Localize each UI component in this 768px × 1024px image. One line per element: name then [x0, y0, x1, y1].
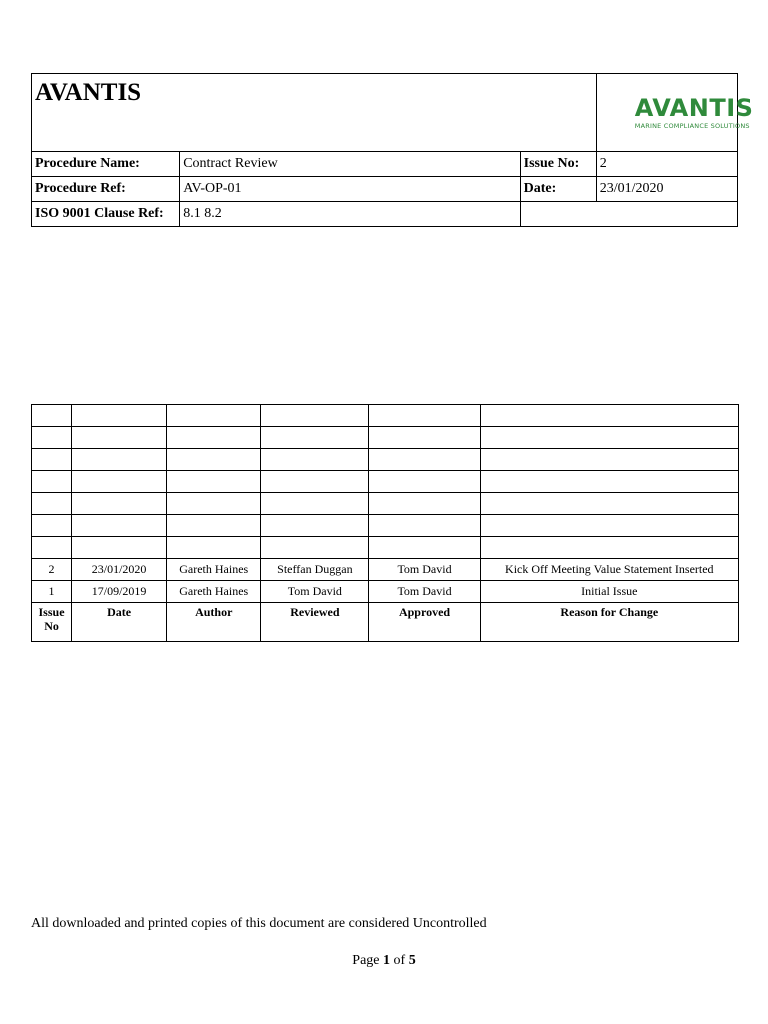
company-title-cell — [32, 74, 597, 152]
cell-reason: Kick Off Meeting Value Statement Inserted — [480, 559, 738, 581]
procedure-name-value: Contract Review — [180, 152, 520, 177]
page-number — [0, 953, 768, 969]
procedure-name-label: Procedure Name: — [32, 152, 180, 177]
cell-approved: Tom David — [369, 559, 480, 581]
table-row — [32, 537, 739, 559]
issue-no-label: Issue No: — [520, 152, 596, 177]
procedure-ref-value: AV-OP-01 — [180, 177, 520, 202]
table-row — [32, 559, 739, 581]
empty-cell — [520, 202, 737, 227]
header-approved: Approved — [369, 603, 480, 642]
table-row — [32, 581, 739, 603]
page-total: 5 — [408, 953, 416, 968]
page-of: of — [393, 953, 406, 968]
header-date: Date — [72, 603, 167, 642]
cell-issue: 2 — [32, 559, 72, 581]
company-name: AVANTIS — [35, 79, 142, 106]
table-row — [32, 449, 739, 471]
cell-reviewed: Steffan Duggan — [261, 559, 369, 581]
header-reason: Reason for Change — [480, 603, 738, 642]
table-header-row — [32, 603, 739, 642]
logo-cell — [596, 74, 754, 152]
table-row — [32, 515, 739, 537]
cell-author: Gareth Haines — [167, 581, 261, 603]
header-reviewed: Reviewed — [261, 603, 369, 642]
date-label: Date: — [520, 177, 596, 202]
cell-approved: Tom David — [369, 581, 480, 603]
table-row — [32, 471, 739, 493]
logo-tagline: MARINE COMPLIANCE SOLUTIONS — [634, 121, 750, 130]
issue-no-value: 2 — [596, 152, 737, 177]
table-row — [32, 493, 739, 515]
iso-clause-value: 8.1 8.2 — [180, 202, 520, 227]
cell-date: 23/01/2020 — [72, 559, 167, 581]
cell-reason: Initial Issue — [480, 581, 738, 603]
table-row — [32, 405, 739, 427]
cell-date: 17/09/2019 — [72, 581, 167, 603]
avantis-logo — [597, 93, 754, 130]
revision-history-table — [31, 404, 739, 642]
iso-clause-label: ISO 9001 Clause Ref: — [32, 202, 180, 227]
header-author: Author — [167, 603, 261, 642]
header-issue-no: Issue No — [32, 603, 72, 642]
procedure-ref-label: Procedure Ref: — [32, 177, 180, 202]
cell-issue: 1 — [32, 581, 72, 603]
cell-author: Gareth Haines — [167, 559, 261, 581]
page-prefix: Page — [352, 953, 380, 968]
page-current: 1 — [383, 953, 391, 968]
uncontrolled-copy-note: All downloaded and printed copies of this document are considered Uncontrolled — [31, 916, 487, 931]
cell-reviewed: Tom David — [261, 581, 369, 603]
document-header-table — [31, 73, 754, 227]
date-value: 23/01/2020 — [596, 177, 737, 202]
logo-wordmark: AVANTIS — [634, 93, 754, 122]
table-row — [32, 427, 739, 449]
